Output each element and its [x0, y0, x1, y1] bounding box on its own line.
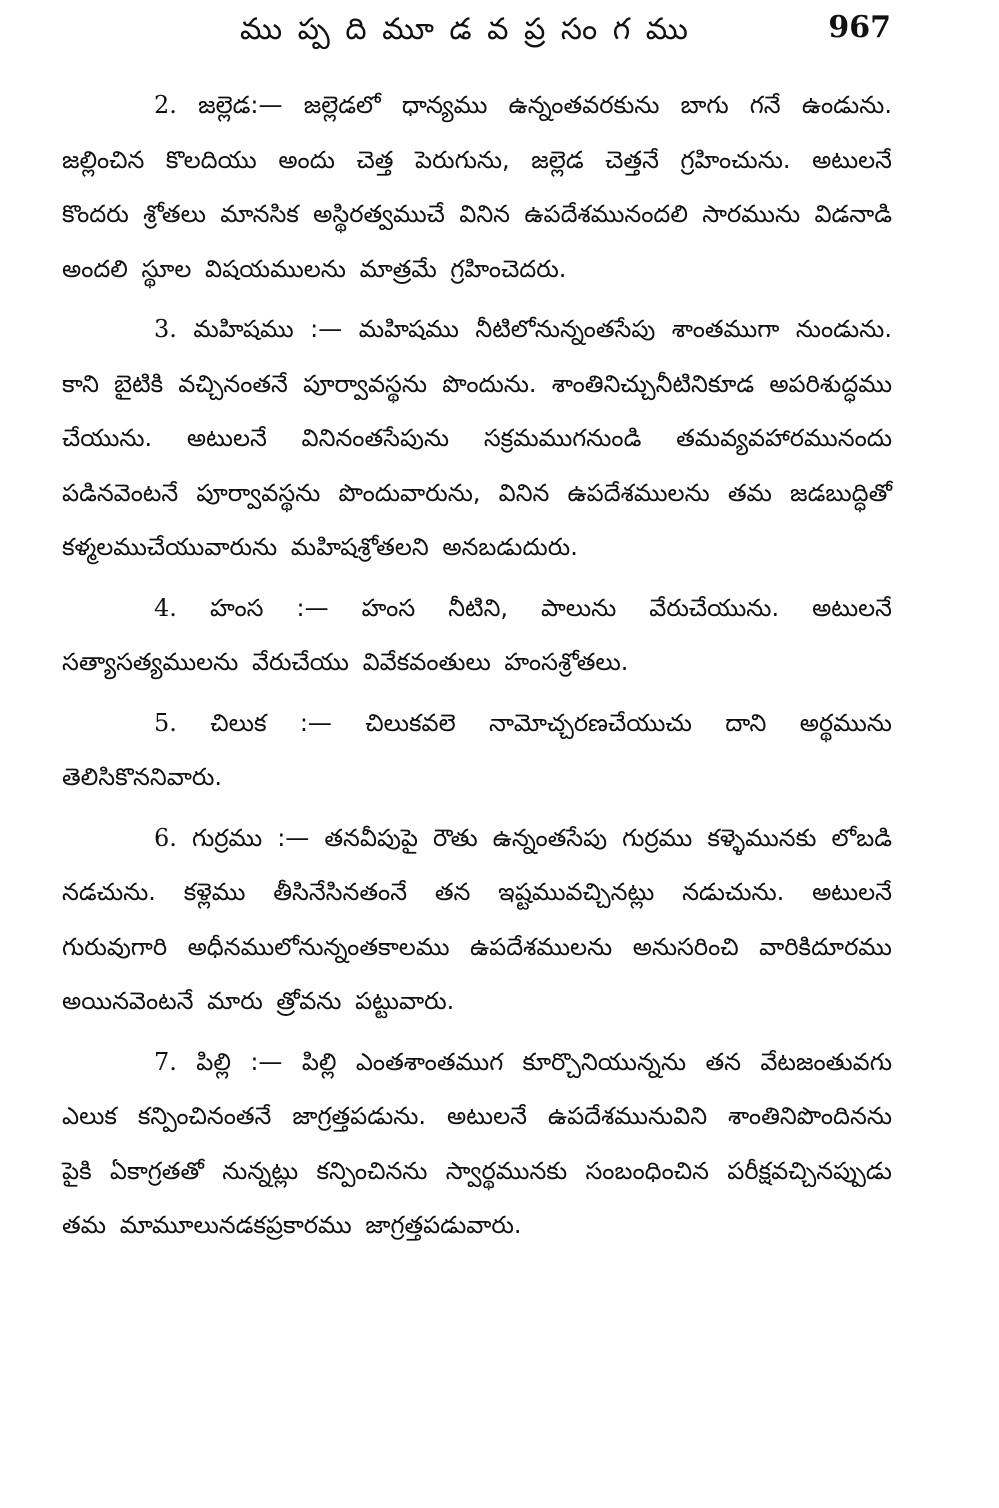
paragraph-hamsa: [62, 581, 892, 690]
paragraph-number: 7.: [154, 1047, 177, 1076]
paragraph-text: పిల్లి ఎంతశాంతముగ కూర్చొనియున్నను తన వేటజంతువగు ఎలుక కన్పించినంతనే జాగ్రత్తపడును. అటులనే ఉపదేశమునువిని శాంతినిపొందినను పైకి ఏకాగ్రతతో నున్నట్లు కన్పించినను స్వార్థమునకు సంబంధించిన పరీక్షవచ్చినప్పుడు తమ మామూలునడకప్రకారము జాగ్రత్తపడువారు.: [62, 1047, 893, 1239]
running-title: ము ప్ప ది మూ డ వ ప్ర సం గ ము: [240, 12, 691, 47]
paragraph-heading: మహిషము :—: [193, 315, 343, 343]
paragraph-heading: హంస :—: [209, 593, 329, 622]
body-text: [62, 78, 892, 1259]
paragraph-gurramu: [62, 811, 892, 1029]
paragraph-mahishamu: [62, 302, 892, 575]
paragraph-heading: చిలుక :—: [210, 708, 332, 737]
paragraph-number: 5.: [154, 708, 177, 737]
paragraph-number: 3.: [154, 315, 177, 343]
paragraph-heading: గుర్రము :—: [191, 823, 310, 852]
paragraph-heading: జల్లెడ:—: [198, 91, 283, 119]
paragraph-text: మహిషము నీటిలోనున్నంతసేపు శాంతముగా నుండును. కాని బైటికి వచ్చినంతనే పూర్వావస్థను పొందును. శాంతినిచ్చునీటినికూడ అపరిశుద్ధము చేయును. అటులనే వినినంతసేపును సక్రమముగనుండి తమవ్యవహారమునందు పడినవెంటనే పూర్వావస్థను పొందువారును, వినిన ఉపదేశములను తమ జడబుద్ధితో కళ్మలముచేయువారును మహిషశ్రోతలని అనబడుదురు.: [62, 315, 892, 561]
paragraph-text: జల్లెడలో ధాన్యము ఉన్నంతవరకును బాగు గనే ఉండును. జల్లించిన కొలదియు అందు చెత్త పెరుగును, జల్లెడ చెత్తనే గ్రహించును. అటులనే కొందరు శ్రోతలు మానసిక అస్థిరత్వముచే వినిన ఉపదేశమునందలి సారమును విడనాడి అందలి స్థూల విషయములను మాత్రమే గ్రహించెదరు.: [62, 91, 892, 283]
paragraph-jalleda: [62, 78, 892, 296]
page-number: 967: [828, 10, 891, 45]
paragraph-text: చిలుకవలె నామోచ్చరణచేయుచు దాని అర్థమును తెలిసికొననివారు.: [62, 708, 892, 791]
paragraph-number: 2.: [154, 91, 177, 119]
paragraph-chiluka: [62, 696, 892, 805]
running-head: [0, 6, 999, 54]
paragraph-number: 6.: [154, 823, 177, 852]
paragraph-pilli: [62, 1035, 892, 1253]
paragraph-text: తనవీపుపై రౌతు ఉన్నంతసేపు గుర్రము కళ్ళెమునకు లోబడి నడచును. కళ్లెము తీసినేసినతంనే తన ఇష్టమువచ్చినట్లు నడుచును. అటులనే గురువుగారి అధీనములోనున్నంతకాలము ఉపదేశములను అనుసరించి వారికిదూరము అయినవెంటనే మారు త్రోవను పట్టువారు.: [62, 823, 892, 1015]
paragraph-number: 4.: [154, 593, 177, 622]
paragraph-heading: పిల్లి :—: [196, 1047, 283, 1076]
paragraph-text: హంస నీటిని, పాలును వేరుచేయును. అటులనే సత్యాసత్యములను వేరుచేయు వివేకవంతులు హంసశ్రోతలు.: [62, 593, 892, 676]
